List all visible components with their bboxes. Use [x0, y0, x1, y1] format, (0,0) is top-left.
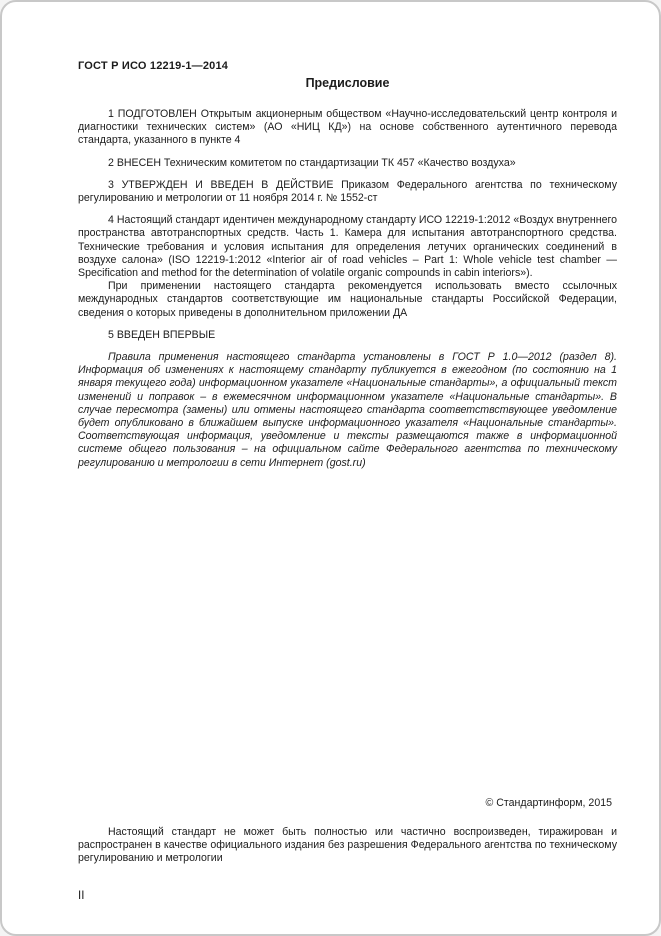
paragraph-approved: 3 УТВЕРЖДЕН И ВВЕДЕН В ДЕЙСТВИЕ Приказом Федерального агентства по техническому регулированию и метрологии от 11 ноября 2014 г. № 1552-ст — [78, 178, 617, 205]
document-content — [78, 60, 617, 470]
paragraph-introduced-first: 5 ВВЕДЕН ВПЕРВЫЕ — [108, 328, 216, 341]
standard-designation: ГОСТ Р ИСО 12219-1—2014 — [78, 60, 229, 72]
copyright-notice: © Стандартинформ, 2015 — [485, 797, 612, 809]
paragraph-prepared-by: 1 ПОДГОТОВЛЕН Открытым акционерным обществом «Научно-исследовательский центр контроля и диагностики технических систем» (АО «НИЦ КД») на основе собственного аутентичного перевода стандарта, указанного в пункте 4 — [78, 108, 617, 147]
paragraph-application-note: При применении настоящего стандарта рекомендуется использовать вместо ссылочных международных стандартов соответствующие им национальные стандарты Российской Федерации, сведения о которых приведены в дополнительном приложении ДА — [78, 280, 617, 319]
paragraph-submitted-by: 2 ВНЕСЕН Техническим комитетом по стандартизации ТК 457 «Качество воздуха» — [108, 156, 516, 169]
paragraph-identical-standard: 4 Настоящий стандарт идентичен международному стандарту ИСО 12219-1:2012 «Воздух внутреннего пространства автотранспортных средств. Часть 1. Камера для испытания автотранспортного средства. Технические требования и условия испытания для определения летучих органических соединений в воздухе салона» (ISO 12219-1:2012 «Interior air of road vehicles – Part 1: Whole vehicle test chamber — Specification and method for the determination of volatile organic compounds in cabin interiors»). — [78, 214, 617, 280]
page-number: II — [78, 890, 85, 902]
reproduction-restriction-note: Настоящий стандарт не может быть полностью или частично воспроизведен, тиражирован и распространен в качестве официального издания без разрешения Федерального агентства по техническому регулированию и метрологии — [78, 826, 617, 865]
page-title: Предисловие — [305, 76, 390, 90]
application-rules-note: Правила применения настоящего стандарта установлены в ГОСТ Р 1.0—2012 (раздел 8). Информация об изменениях к настоящему стандарту публикуется в ежегодном (по состоянию на 1 января текущего года) информационном указателе «Национальные стандарты», а официальный текст изменений и поправок – в ежемесячном информационном указателе «Национальные стандарты». В случае пересмотра (замены) или отмены настоящего стандарта соответствствующее уведомление будет опубликовано в ближайшем выпуске информационного указателя «Национальные стандарты». Соответствующая информация, уведомление и тексты размещаются также в информационной системе общего пользования – на официальном сайте Федерального агентства по техническому регулированию и метрологии в сети Интернет (gost.ru) — [78, 351, 617, 469]
